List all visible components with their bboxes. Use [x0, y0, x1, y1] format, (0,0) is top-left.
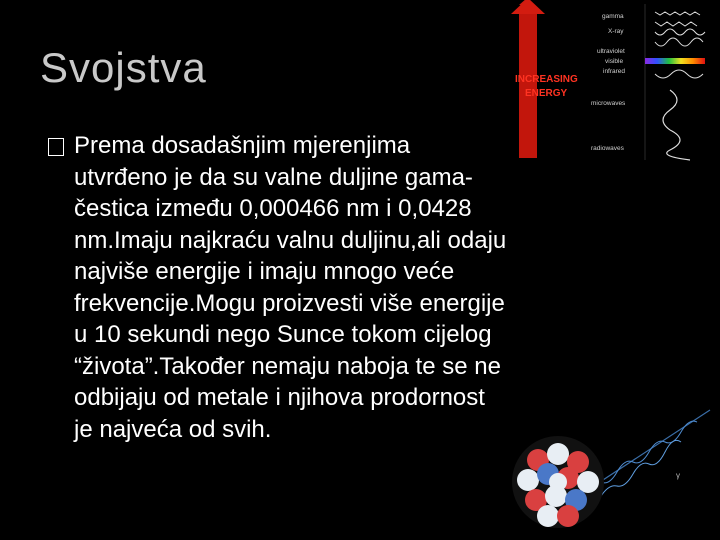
band-label-visible: visible	[605, 58, 624, 65]
xray-wave	[655, 22, 697, 26]
arrow-label-1: INCREASING	[515, 74, 578, 85]
microwave-wave	[663, 90, 677, 130]
bullet-item	[48, 130, 628, 445]
band-label-infrared: infrared	[603, 68, 626, 75]
band-label-ultraviolet: ultraviolet	[597, 48, 625, 55]
slide-title: Svojstva	[40, 44, 207, 91]
gamma-wave	[655, 12, 700, 15]
band-label-microwaves: microwaves	[591, 100, 626, 107]
visible-band	[645, 58, 705, 64]
arrow-label-2: ENERGY	[525, 88, 568, 99]
svg-text:γ: γ	[676, 471, 680, 480]
bullet-text: Prema dosadašnjim mjerenjima utvrđeno je da su valne duljine gama- čestica između 0,000466 nm i 0,0428 nm.Imaju najkraću valnu duljinu,ali odaju najviše energije i imaju mnogo veće frekvencije.Mogu proizvesti više energije u 10 sekundi nego Sunce tokom cijelog “života”.Također nemaju naboja te se ne odbijaju od metale i njihova prodornost je najveća od svih.	[74, 132, 507, 443]
band-label-radiowaves: radiowaves	[591, 145, 624, 152]
infrared-wave	[655, 70, 703, 78]
radio-wave	[667, 130, 690, 160]
energy-arrow-head	[511, 0, 545, 14]
band-label-xray: X-ray	[608, 28, 624, 35]
nucleus-icon	[508, 432, 608, 532]
band-label-gamma: gamma	[602, 13, 624, 20]
bullet-icon	[48, 138, 64, 156]
